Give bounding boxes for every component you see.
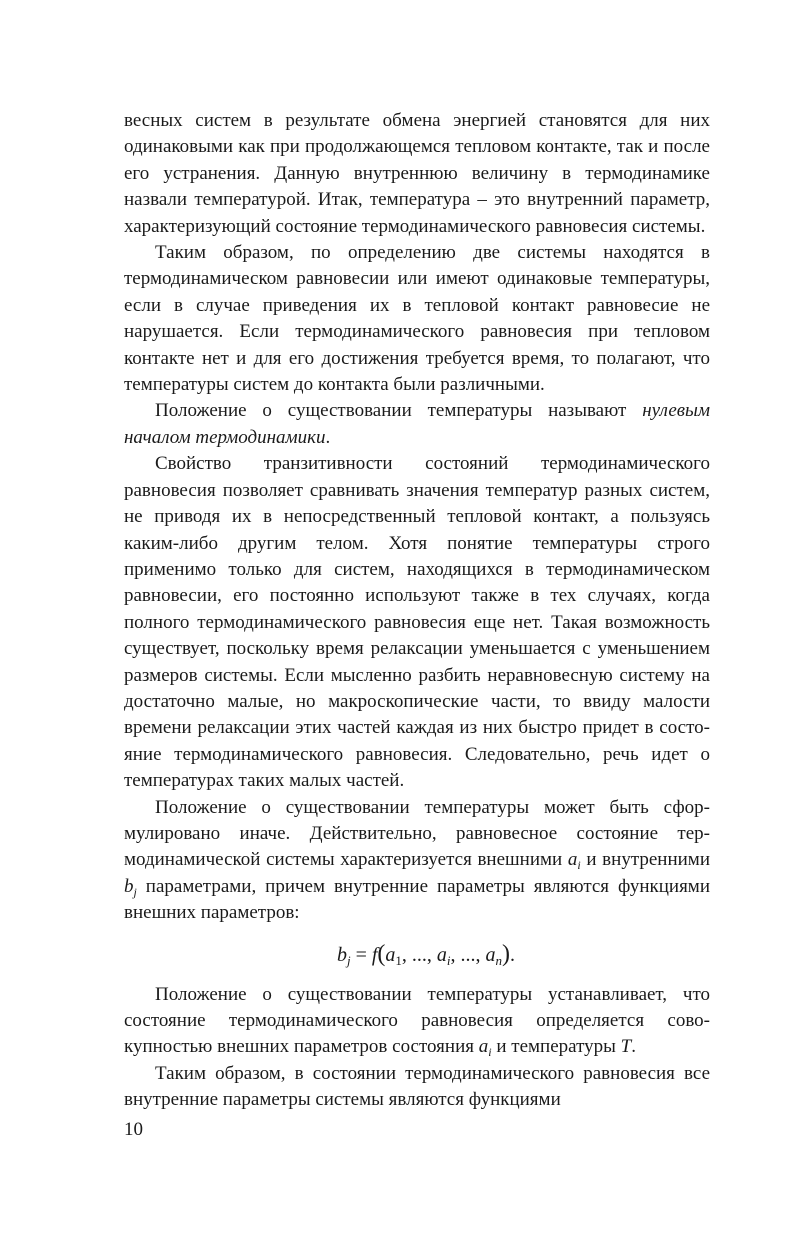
formula-separator: , ..., bbox=[401, 943, 437, 966]
zeroth-law-term: нулевым началом термодинамики bbox=[124, 400, 710, 448]
paragraph-3 bbox=[124, 398, 710, 451]
paragraph-4: Свойство транзитивности состояний термодинамического равновесия позволяет сравнивать значения температур разных систем, не приводя их в непосредственный тепловой контакт, а пользуясь каким-либо другим телом. Хотя понятие температуры строго применимо только для систем, находящихся в термодинамическом равновесии, его постоянно используют также в тех случаях, когда полного термодинамического равновесия еще нет. Такая возможность существует, поскольку время релаксации уменьшается с уменьшением размеров системы. Если мысленно разбить неравновесную систему на достаточно малые, но макроскопические части, то ввиду малости времени релаксации этих частей каждая из них быстро придет в состояние термодинамического равновесия. Следовательно, речь идет о температурах таких малых частей. bbox=[124, 453, 710, 792]
formula-arg-n: a bbox=[485, 943, 496, 966]
formula-arg-n-subscript: n bbox=[495, 952, 503, 968]
formula-arg-i: a bbox=[436, 943, 447, 966]
variable-symbol: a bbox=[478, 1036, 489, 1058]
paragraph-6 bbox=[124, 982, 710, 1061]
formula-equals: = bbox=[350, 943, 372, 966]
paragraph-1: весных систем в результате обмена энергией становятся для них одинаковыми как при продолжающемся тепловом контакте, так и после его устранения. Данную внутреннюю величину в термодинамике назвали температурой. Итак, температура – это внутренний параметр, характеризующий состояние термодинамического равновесия системы. bbox=[124, 110, 710, 237]
paragraph-5-part-c: параметрами, причем внутренние параметры являются функциями внешних параметров: bbox=[124, 875, 710, 924]
variable-subscript: i bbox=[488, 1045, 492, 1060]
formula-open-paren: ( bbox=[377, 940, 386, 967]
formula-arg-i-subscript: i bbox=[446, 952, 451, 968]
formula-arg-1: a bbox=[385, 943, 396, 966]
paragraph-2: Таким образом, по определению две системы находятся в термодинамическом равновесии или имеют одинаковые температуры, если в случае приведения их в тепловой контакт равновесие не нарушается. Если термодинамического равновесия при тепловом контакте нет и для его достижения требуется время, то полагают, что температуры систем до контакта были различными. bbox=[124, 242, 710, 396]
paragraph-5-part-a: Положение о существовании температуры может быть сформулировано иначе. Действительно, равновесное состояние термодинамической системы характеризуется внешними bbox=[124, 796, 710, 871]
paragraph-7: Таким образом, в состоянии термодинамического равновесия все внутренние параметры системы являются функциями bbox=[124, 1062, 710, 1111]
page-body bbox=[124, 108, 710, 1114]
page-number: 10 bbox=[124, 1119, 143, 1140]
variable-subscript: j bbox=[133, 884, 137, 899]
variable-b-j bbox=[124, 876, 137, 897]
paragraph-6-part-a: Положение о существовании температуры устанавливает, что состояние термодинамического равновесия определяется совокупностью внешних параметров состояния bbox=[124, 983, 710, 1058]
formula-arg-1-subscript: 1 bbox=[395, 952, 402, 968]
variable-t: T bbox=[620, 1036, 632, 1058]
variable-subscript: i bbox=[577, 858, 581, 873]
formula-close-paren: ) bbox=[502, 940, 511, 967]
paragraph-3-end: . bbox=[325, 426, 331, 448]
formula bbox=[124, 939, 710, 970]
formula-end: . bbox=[510, 943, 516, 966]
paragraph-6-part-b: и температуры bbox=[491, 1036, 621, 1058]
variable-symbol: a bbox=[567, 849, 578, 871]
paragraph-5-part-b: и внутренними bbox=[580, 849, 710, 871]
formula-lhs: b bbox=[336, 943, 347, 966]
formula-separator: , ..., bbox=[450, 943, 486, 966]
paragraph-6-end: . bbox=[631, 1036, 636, 1058]
variable-a-i bbox=[478, 1036, 492, 1060]
formula-lhs-subscript: j bbox=[346, 952, 351, 968]
formula-function: f bbox=[371, 943, 378, 966]
paragraph-5 bbox=[124, 795, 710, 927]
variable-symbol: b bbox=[124, 875, 134, 897]
paragraph-3-text: Положение о существовании температуры называют bbox=[155, 400, 643, 422]
variable-a-i bbox=[567, 849, 581, 873]
